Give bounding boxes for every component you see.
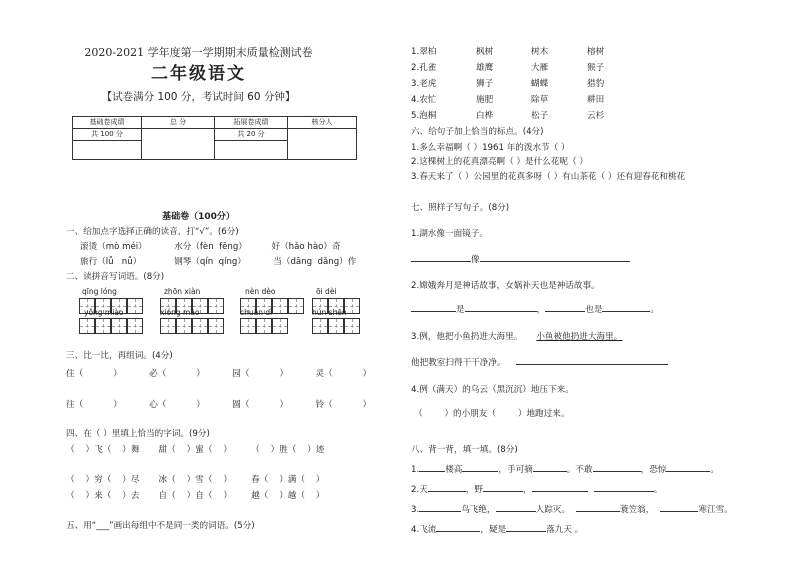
word-group-2-b: 雄鹰 (476, 63, 494, 73)
word-group-2-a: 2.孔雀 (411, 63, 437, 73)
char-cell[interactable] (79, 318, 95, 334)
q8-line-1[interactable] (411, 466, 719, 475)
q7-fill-word-1: 像 (471, 255, 480, 265)
char-cell[interactable] (272, 298, 288, 314)
word-group-1-d: 榕树 (587, 47, 605, 57)
pinyin-2: zhōn xiàn (164, 287, 201, 296)
q8-l2-t2: ， (523, 485, 532, 495)
q7-fill-word-2b: 也是 (585, 305, 603, 315)
q7-s3b-line[interactable] (411, 359, 668, 368)
word-group-2-c: 大雁 (531, 63, 549, 73)
q7-title: 七、照样子写句子。(8分) (411, 203, 510, 213)
word-group-3-a: 3.老虎 (411, 79, 437, 89)
q8-l1-t2: ，手可摘 (498, 465, 533, 475)
q7-s3b-text: 他把教室扫得干干净净。 (411, 358, 506, 368)
q7-answer-1[interactable] (411, 256, 630, 265)
q5-title: 五、用“___”画出每组中不是同一类的词语。(5分) (66, 521, 255, 531)
char-cell[interactable] (111, 318, 127, 334)
q8-line-3[interactable] (411, 506, 733, 515)
q8-title: 八、背一背，填一填。(8分) (411, 445, 518, 455)
exam-year-title: 2020-2021 学年度第一学期期末质量检测试卷 (84, 46, 313, 59)
char-cell[interactable] (312, 318, 328, 334)
q7-s3-prefix: 3.例，他把小鱼扔进大海里。 (411, 332, 523, 342)
q8-l3-t4: 寒江雪。 (698, 505, 733, 515)
q8-line-4[interactable] (411, 526, 583, 535)
subject-title: 二年级语文 (151, 64, 246, 84)
char-cell[interactable] (288, 298, 304, 314)
q8-l2-t0: 2.天 (411, 485, 428, 495)
score-extension-total: 共 20 分 (215, 129, 288, 141)
word-group-1-a: 1.翠柏 (411, 47, 437, 57)
char-cell[interactable] (208, 298, 224, 314)
q7-s4b[interactable]: （ ）的小朋友（ ）地跑过来。 (414, 409, 570, 419)
word-group-5-b: 白桦 (476, 111, 494, 121)
word-group-4-c: 除草 (531, 95, 549, 105)
word-group-4-b: 施肥 (476, 95, 494, 105)
q7-sentence-1: 1.湖水像一面镜子。 (411, 229, 488, 239)
score-basic-total: 共 100 分 (73, 129, 142, 141)
q6-line-3: 3.春天来了（ ）公园里的花真多呀（ ）有山茶花（ ）还有迎春花和桃花 (411, 172, 686, 182)
q3-title: 三、比一比，再组词。(4分) (66, 351, 173, 361)
char-cell[interactable] (176, 318, 192, 334)
q8-l1-t4: ，恐惊 (640, 465, 667, 475)
q7-answer-2[interactable]: 是 ， 也是 。 (411, 306, 659, 315)
word-group-4-a: 4.农忙 (411, 95, 437, 105)
word-group-5-d: 云杉 (587, 111, 605, 121)
q1-line-1: 滚烫（mò méi） 水分（fèn fēng） 好（hǎo hào）奇 (80, 242, 341, 252)
char-cell[interactable] (344, 318, 360, 334)
word-group-1-b: 枫树 (476, 47, 494, 57)
word-group-4-d: 耕田 (587, 95, 605, 105)
pinyin-1: qīng lóng (82, 287, 117, 296)
score-checker-cell (288, 129, 357, 160)
score-header-basic: 基础卷成绩 (73, 117, 142, 129)
q8-l3-t2: 人踪灭。 (535, 505, 570, 515)
char-cell[interactable] (256, 318, 272, 334)
score-basic-cell (73, 141, 142, 160)
q8-l4-t1: ，疑是 (480, 525, 507, 535)
q8-l1-t0: 1. (411, 465, 420, 475)
word-group-1-c: 树木 (531, 47, 549, 57)
score-header-total: 总 分 (142, 117, 215, 129)
char-cell[interactable] (160, 318, 176, 334)
q6-line-1: 1.多么幸福啊（ ）1961 年的泼水节（ ） (411, 143, 570, 153)
word-group-5-c: 松子 (531, 111, 549, 121)
q1-line-2: 旅行（lǚ nǚ） 钢琴（qín qíng） 当（dāng dǎng）作 (80, 257, 357, 267)
q8-line-2[interactable] (411, 486, 662, 495)
q7-sentence-3 (411, 333, 622, 342)
q3-line-1: 住（ ） 必（ ） 园（ ） 灵（ ） (66, 369, 372, 379)
q4-line-3: （ ）来（ ）去 自（ ）自（ ） 越（ ）越（ ） (66, 491, 325, 501)
char-cell[interactable] (208, 318, 224, 334)
pinyin-5: yǒng miào (84, 308, 124, 317)
word-group-3-c: 蝴蝶 (531, 79, 549, 89)
score-header-checker: 核分人 (288, 117, 357, 129)
pinyin-8: hún shēn (312, 308, 347, 317)
score-table (72, 116, 357, 160)
char-cell[interactable] (95, 318, 111, 334)
q6-line-2: 2.这棵树上的花真漂亮啊（ ）是什么花呢（ ） (411, 157, 588, 167)
pinyin-7: chuān dì (240, 308, 273, 317)
q1-title: 一、给加点字选择正确的读音，打“√”。(6分) (66, 227, 239, 237)
pinyin-6: xióng māo (160, 308, 200, 317)
pinyin-4: ōi dèi (316, 287, 337, 296)
q2-title: 二、读拼音写词语。(8分) (66, 272, 165, 282)
word-group-3-b: 狮子 (476, 79, 494, 89)
char-cell[interactable] (272, 318, 288, 334)
q6-title: 六、给句子加上恰当的标点。(4分) (411, 127, 544, 137)
q7-s3-example: 小鱼被他扔进大海里。 (536, 332, 623, 342)
exam-info: 【试卷满分 100 分，考试时间 60 分钟】 (101, 91, 296, 103)
word-group-2-d: 猴子 (587, 63, 605, 73)
q8-l4-t2: 落九天 。 (546, 525, 584, 535)
q8-l1-t3: 。不敢 (566, 465, 593, 475)
q8-l3-t3: 蓑笠翁， (619, 505, 655, 515)
pinyin-3: nèn dèo (245, 287, 276, 296)
q4-line-1: （ ）飞（ ）舞 甜（ ）蜜（ ） （ ）胜（ ）迹 (66, 445, 325, 455)
q4-title: 四、在（ ）里填上恰当的字词。(9分) (66, 429, 210, 439)
q7-sentence-2: 2.嫦娥奔月是神话故事，女娲补天也是神话故事。 (411, 281, 600, 291)
score-extension-cell (215, 141, 288, 160)
char-cell[interactable] (127, 318, 143, 334)
word-group-5-a: 5.泡桐 (411, 111, 437, 121)
score-total-cell (142, 129, 215, 160)
q8-l2-t1: ，野 (465, 485, 483, 495)
q8-l4-t0: 4.飞流 (411, 525, 437, 535)
q7-sentence-4: 4.例（满天）的乌云（黑沉沉）地压下来。 (411, 385, 574, 395)
char-cell[interactable] (240, 318, 256, 334)
q8-l3-t1: 鸟飞绝， (461, 505, 496, 515)
q7-fill-word-2a: 是 (456, 305, 465, 315)
score-header-extension: 拓展卷成绩 (215, 117, 288, 129)
q3-line-2: 往（ ） 心（ ） 圆（ ） 铃（ ） (66, 400, 372, 410)
char-cell[interactable] (127, 298, 143, 314)
q8-l1-t5: 。 (710, 465, 719, 475)
section-title: 基础卷（100分） (162, 212, 235, 222)
q4-line-2: （ ）穷（ ）尽 冰（ ）雪（ ） 春（ ）满（ ） (66, 475, 325, 485)
q8-l3-t0: 3. (411, 505, 420, 515)
char-cell[interactable] (328, 318, 344, 334)
q8-l1-t1: 楼高 (445, 465, 463, 475)
q8-l2-t3: 。 (653, 485, 663, 495)
word-group-3-d: 猎豹 (587, 79, 605, 89)
char-cell[interactable] (192, 318, 208, 334)
